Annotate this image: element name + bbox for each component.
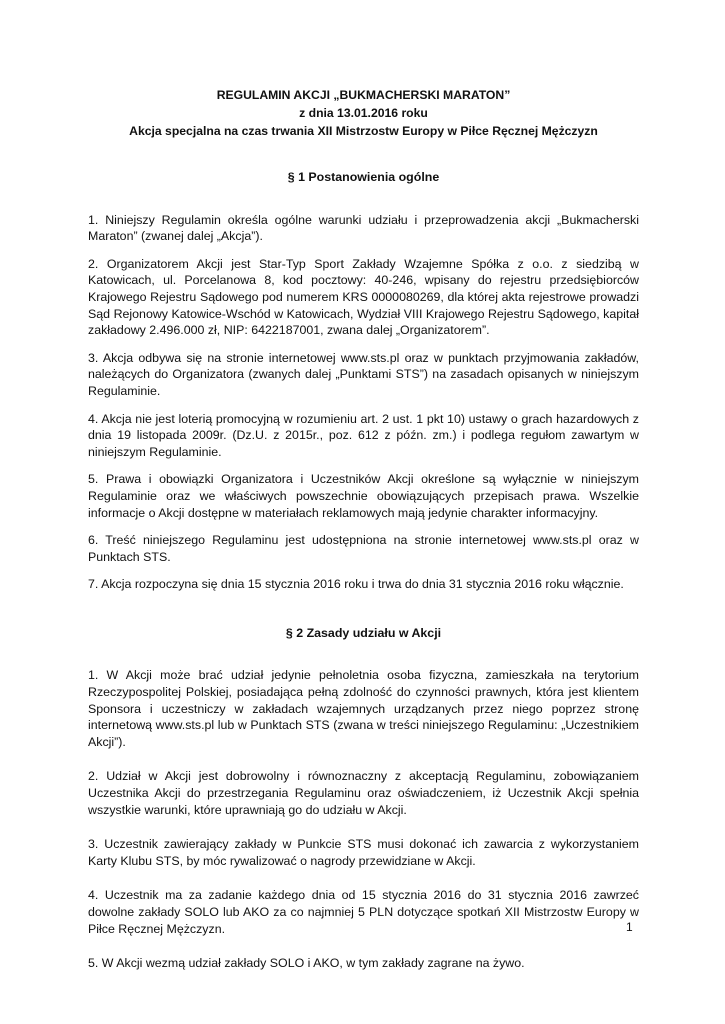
page-number: 1	[626, 920, 633, 934]
section-2-paragraph-4: 4. Uczestnik ma za zadanie każdego dnia od 15 stycznia 2016 do 31 stycznia 2016 zawrzeć dowolne zakłady SOLO lub AKO za co najmniej 5 PLN dotyczące spotkań XII Mistrzostw Europy w Piłce Ręcznej Mężczyzn.	[88, 888, 639, 936]
section-2-title: § 2 Zasady udziału w Akcji	[285, 625, 442, 640]
section-1-paragraph-1: 1. Niniejszy Regulamin określa ogólne warunki udziału i przeprowadzenia akcji „Bukmacherski Maraton” (zwanej dalej „Akcja”).	[88, 212, 639, 244]
section-1-title: § 1 Postanowienia ogólne	[287, 170, 440, 184]
section-1-paragraph-6: 6. Treść niniejszego Regulaminu jest udostępniona na stronie internetowej www.sts.pl oraz w Punktach STS.	[88, 533, 639, 564]
document-subtitle: Akcja specjalna na czas trwania XII Mistrzostw Europy w Piłce Ręcznej Mężczyzn	[129, 124, 598, 138]
section-2-paragraph-1: 1. W Akcji może brać udział jedynie pełnoletnia osoba fizyczna, zamieszkała na terytorium Rzeczypospolitej Polskiej, posiadająca pełną zdolność do czynności prawnych, która jest klientem Sponsora i uczestniczy w zakładach wzajemnych urządzanych przez niego poprzez stronę internetową www.sts.pl lub w Punktach STS (zwana w treści niniejszego Regulaminu: „Uczestnikiem Akcji”).	[88, 668, 639, 749]
section-1-paragraph-7: 7. Akcja rozpoczyna się dnia 15 stycznia 2016 roku i trwa do dnia 31 stycznia 2016 roku włącznie.	[88, 577, 624, 592]
section-1-paragraph-5: 5. Prawa i obowiązki Organizatora i Uczestników Akcji określone są wyłącznie w niniejszym Regulaminie oraz we właściwych powszechnie obowiązujących przepisach prawa. Wszelkie informacje o Akcji dostępne w materiałach reklamowych mają jedynie charakter informacyjny.	[88, 472, 639, 520]
section-2-paragraph-5: 5. W Akcji wezmą udział zakłady SOLO i AKO, w tym zakłady zagrane na żywo.	[88, 956, 525, 971]
section-1-paragraph-4: 4. Akcja nie jest loterią promocyjną w rozumieniu art. 2 ust. 1 pkt 10) ustawy o grach hazardowych z dnia 19 listopada 2009r. (Dz.U. z 2015r., poz. 612 z późn. zm.) i podlega regułom zawartym w niniejszym Regulaminie.	[88, 411, 639, 459]
document-header	[88, 86, 639, 140]
document-body	[88, 86, 639, 972]
section-1-paragraph-2: 2. Organizatorem Akcji jest Star-Typ Sport Zakłady Wzajemne Spółka z o.o. z siedzibą w Katowicach, ul. Porcelanowa 8, kod pocztowy: 40-246, wpisany do rejestru przedsiębiorców Krajowego Rejestru Sądowego pod numerem KRS 0000080269, dla której akta rejestrowe prowadzi Sąd Rejonowy Katowice-Wschód w Katowicach, Wydział VIII Krajowego Rejestru Sądowego, kapitał zakładowy 2.496.000 zł, NIP: 6422187001, zwana dalej „Organizatorem”.	[88, 256, 639, 338]
section-2-paragraph-3: 3. Uczestnik zawierający zakłady w Punkcie STS musi dokonać ich zawarcia z wykorzystaniem Karty Klubu STS, by móc rywalizować o nagrody przewidziane w Akcji.	[88, 837, 639, 868]
document-title: REGULAMIN AKCJI „BUKMACHERSKI MARATON”	[216, 88, 511, 102]
section-1-paragraph-3: 3. Akcja odbywa się na stronie internetowej www.sts.pl oraz w punktach przyjmowania zakładów, należących do Organizatora (zwanych dalej „Punktami STS”) na zasadach opisanych w niniejszym Regulaminie.	[88, 350, 639, 398]
document-date: z dnia 13.01.2016 roku	[299, 106, 428, 120]
section-2-paragraph-2: 2. Udział w Akcji jest dobrowolny i równoznaczny z akceptacją Regulaminu, zobowiązaniem Uczestnika Akcji do przestrzegania Regulaminu oraz oświadczeniem, iż Uczestnik Akcji spełnia wszystkie warunki, które uprawniają go do udziału w Akcji.	[88, 769, 639, 817]
